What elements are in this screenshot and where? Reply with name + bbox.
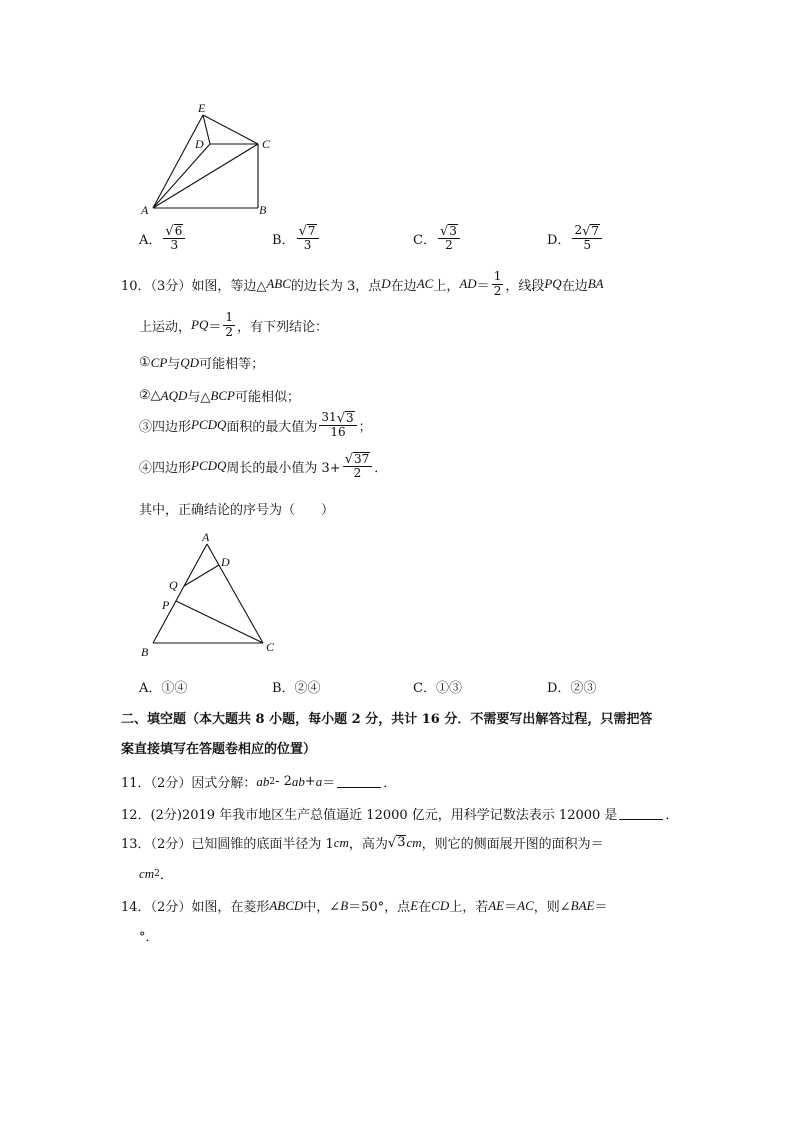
- question-12: 12．(2分)2019 年我市地区生产总值逼近 12000 亿元，用科学记数法表示 12000 是 ．: [121, 808, 679, 823]
- label-a: A: [202, 530, 210, 544]
- q9-option-d[interactable]: D． 2 √ 7 5: [547, 224, 604, 253]
- fraction: √ 7 3: [297, 224, 319, 253]
- q9-option-c[interactable]: C． √ 3 2: [413, 224, 462, 253]
- q9-option-a[interactable]: A． √ 6 3: [139, 224, 187, 253]
- label-b: B: [141, 645, 149, 659]
- figure-triangle-abc: [135, 528, 290, 663]
- fraction: √ 6 3: [163, 224, 185, 253]
- q10-conclusion-3: ③四边形 PCDQ 面积的最大值为 31 √ 3 16 ；: [139, 410, 372, 440]
- question-14-cont: °．: [139, 930, 159, 945]
- label-p: P: [162, 598, 170, 612]
- answer-blank[interactable]: [337, 775, 381, 788]
- q10-question: 其中，正确结论的序号为（ ）: [139, 503, 335, 518]
- label-q: Q: [169, 578, 178, 592]
- q10-line1: 10．（3分）如图，等边△ ABC 的边长为 3，点 D 在边 AC 上， AD ＝ $\frac{1}{2}$ ，线段 PQ 在边 BA: [121, 269, 604, 298]
- question-13: 13．（2分）已知圆锥的底面半径为 1 cm ，高为 √ 3 cm ，则它的侧面展开图的面积为＝: [121, 834, 604, 852]
- question-14: 14．（2分）如图，在菱形 ABCD 中，∠ B ＝50°，点 E 在 CD 上，若 AE ＝ AC ，则∠ BAE ＝: [121, 897, 608, 915]
- label-d: D: [221, 555, 230, 569]
- segment-ad: [153, 144, 210, 208]
- q10-conclusion-1: ① CP 与 QD 可能相等；: [139, 354, 265, 372]
- fraction: 31 √ 3 16: [319, 411, 356, 440]
- label-d: D: [195, 137, 204, 151]
- label-a: A: [141, 203, 149, 217]
- q9-option-b[interactable]: B． √ 7 3: [272, 224, 321, 253]
- answer-blank[interactable]: [619, 807, 663, 820]
- q10-option-d[interactable]: D．②③: [547, 681, 597, 696]
- label-c: C: [262, 137, 271, 151]
- fraction: √ 37 2: [343, 452, 373, 481]
- section-heading-fill-in: 二、填空题（本大题共 8 小题，每小题 2 分，共计 16 分．不需要写出解答过程，只需把答: [121, 712, 653, 727]
- segment-ed: [203, 115, 210, 144]
- label-b: B: [259, 203, 267, 217]
- fraction: 2 √ 7 5: [572, 224, 602, 253]
- q10-option-c[interactable]: C．①③: [413, 681, 462, 696]
- segment-ab: [153, 544, 207, 643]
- q10-conclusion-2: ②△ AQD 与△ BCP 可能相似；: [139, 387, 300, 405]
- sqrt: √ 3: [387, 834, 406, 852]
- figure-quadrilateral-abce: [135, 96, 285, 221]
- label-c: C: [266, 640, 275, 654]
- q10-line2: 上运动， PQ ＝ $\frac{1}{2}$ ，有下列结论：: [139, 310, 329, 339]
- q10-option-b[interactable]: B．②④: [272, 681, 321, 696]
- label-e: E: [198, 101, 206, 115]
- fraction: $\frac{1}{2}$: [225, 310, 234, 339]
- segment-ac: [153, 144, 258, 208]
- fraction: √ 3 2: [438, 224, 460, 253]
- question-13-cont: cm 2 ．: [139, 865, 173, 883]
- segment-ae: [153, 115, 203, 208]
- segment-ec: [203, 115, 258, 144]
- section-heading-fill-in-cont: 案直接填写在答题卷相应的位置）: [121, 742, 317, 757]
- segment-pc: [176, 601, 263, 643]
- question-11: 11．（2分）因式分解： ab 2 - 2 ab + a ＝ ．: [121, 773, 397, 791]
- q10-conclusion-4: ④四边形 PCDQ 周长的最小值为 3+ √ 37 2 ．: [139, 452, 388, 481]
- segment-ac: [207, 544, 263, 643]
- fraction: $\frac{1}{2}$: [493, 269, 502, 298]
- q10-option-a[interactable]: A．①④: [139, 681, 188, 696]
